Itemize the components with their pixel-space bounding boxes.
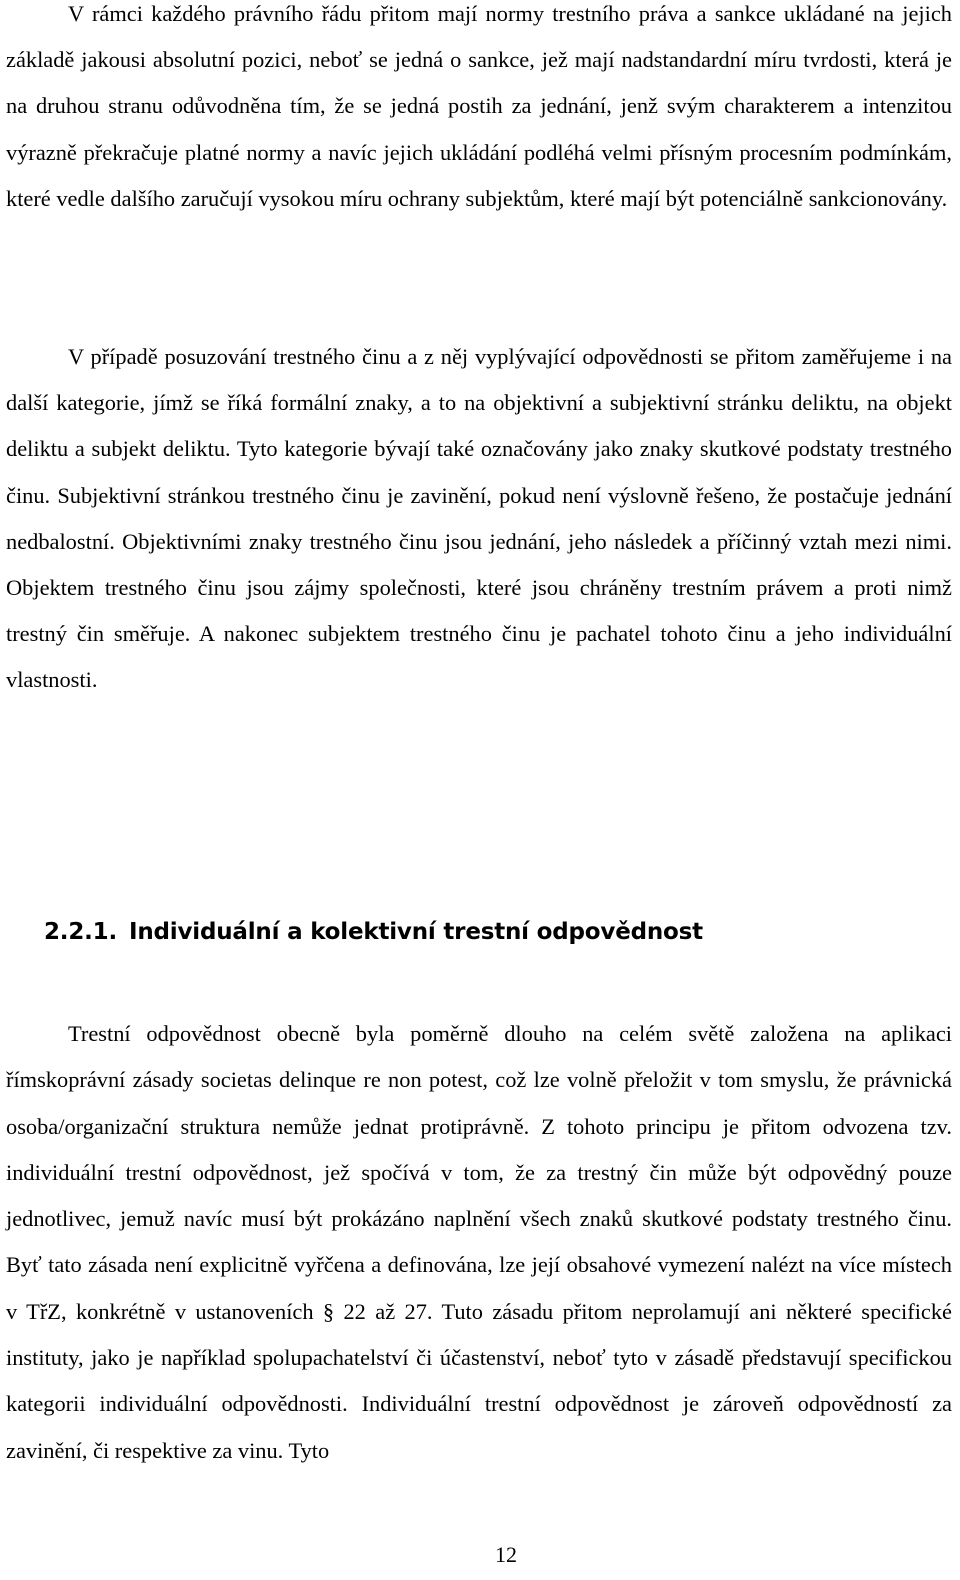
section-heading bbox=[44, 912, 703, 952]
paragraph-individual-liability: Trestní odpovědnost obecně byla poměrně dlouho na celém světě založena na aplikaci římskoprávní zásady societas delinque re non potest, což lze volně přeložit v tom smyslu, že právnická osoba/organizační struktura nemůže jednat protiprávně. Z tohoto principu je přitom odvozena tzv. individuální trestní odpovědnost, jež spočívá v tom, že za trestný čin může být odpovědný pouze jednotlivec, jemuž navíc musí být prokázáno naplnění všech znaků skutkové podstaty trestného činu. Byť tato zásada není explicitně vyřčena a definována, lze její obsahové vymezení nalézt na více místech v TřZ, konkrétně v ustanoveních § 22 až 27. Tuto zásadu přitom neprolamují ani některé specifické instituty, jako je například spolupachatelství či účastenství, neboť tyto v zásadě představují specifickou kategorii individuální odpovědnosti. Individuální trestní odpovědnost je zároveň odpovědností za zavinění, či respektive za vinu. Tyto bbox=[6, 1021, 952, 1463]
page-number: 12 bbox=[495, 1542, 517, 1567]
section-number: 2.2.1. bbox=[44, 919, 118, 945]
document-page bbox=[6, 0, 952, 1580]
paragraph-legal-norms: V rámci každého právního řádu přitom mají normy trestního práva a sankce ukládané na jejich základě jakousi absolutní pozici, neboť se jedná o sankce, jež mají nadstandardní míru tvrdosti, která je na druhou stranu odůvodněna tím, že se jedná postih za jednání, jenž svým charakterem a intenzitou výrazně překračuje platné normy a navíc jejich ukládání podléhá velmi přísným procesním podmínkám, které vedle dalšího zaručují vysokou míru ochrany subjektům, které mají být potenciálně sankcionovány. bbox=[6, 1, 952, 211]
section-title: Individuální a kolektivní trestní odpovědnost bbox=[129, 919, 703, 945]
paragraph-formal-elements: V případě posuzování trestného činu a z něj vyplývající odpovědnosti se přitom zaměřujeme i na další kategorie, jímž se říká formální znaky, a to na objektivní a subjektivní stránku deliktu, na objekt deliktu a subjekt deliktu. Tyto kategorie bývají také označovány jako znaky skutkové podstaty trestného činu. Subjektivní stránkou trestného činu je zavinění, pokud není výslovně řešeno, že postačuje jednání nedbalostní. Objektivními znaky trestného činu jsou jednání, jeho následek a příčinný vztah mezi nimi. Objektem trestného činu jsou zájmy společnosti, které jsou chráněny trestním právem a proti nimž trestný čin směřuje. A nakonec subjektem trestného činu je pachatel tohoto činu a jeho individuální vlastnosti. bbox=[6, 344, 952, 693]
